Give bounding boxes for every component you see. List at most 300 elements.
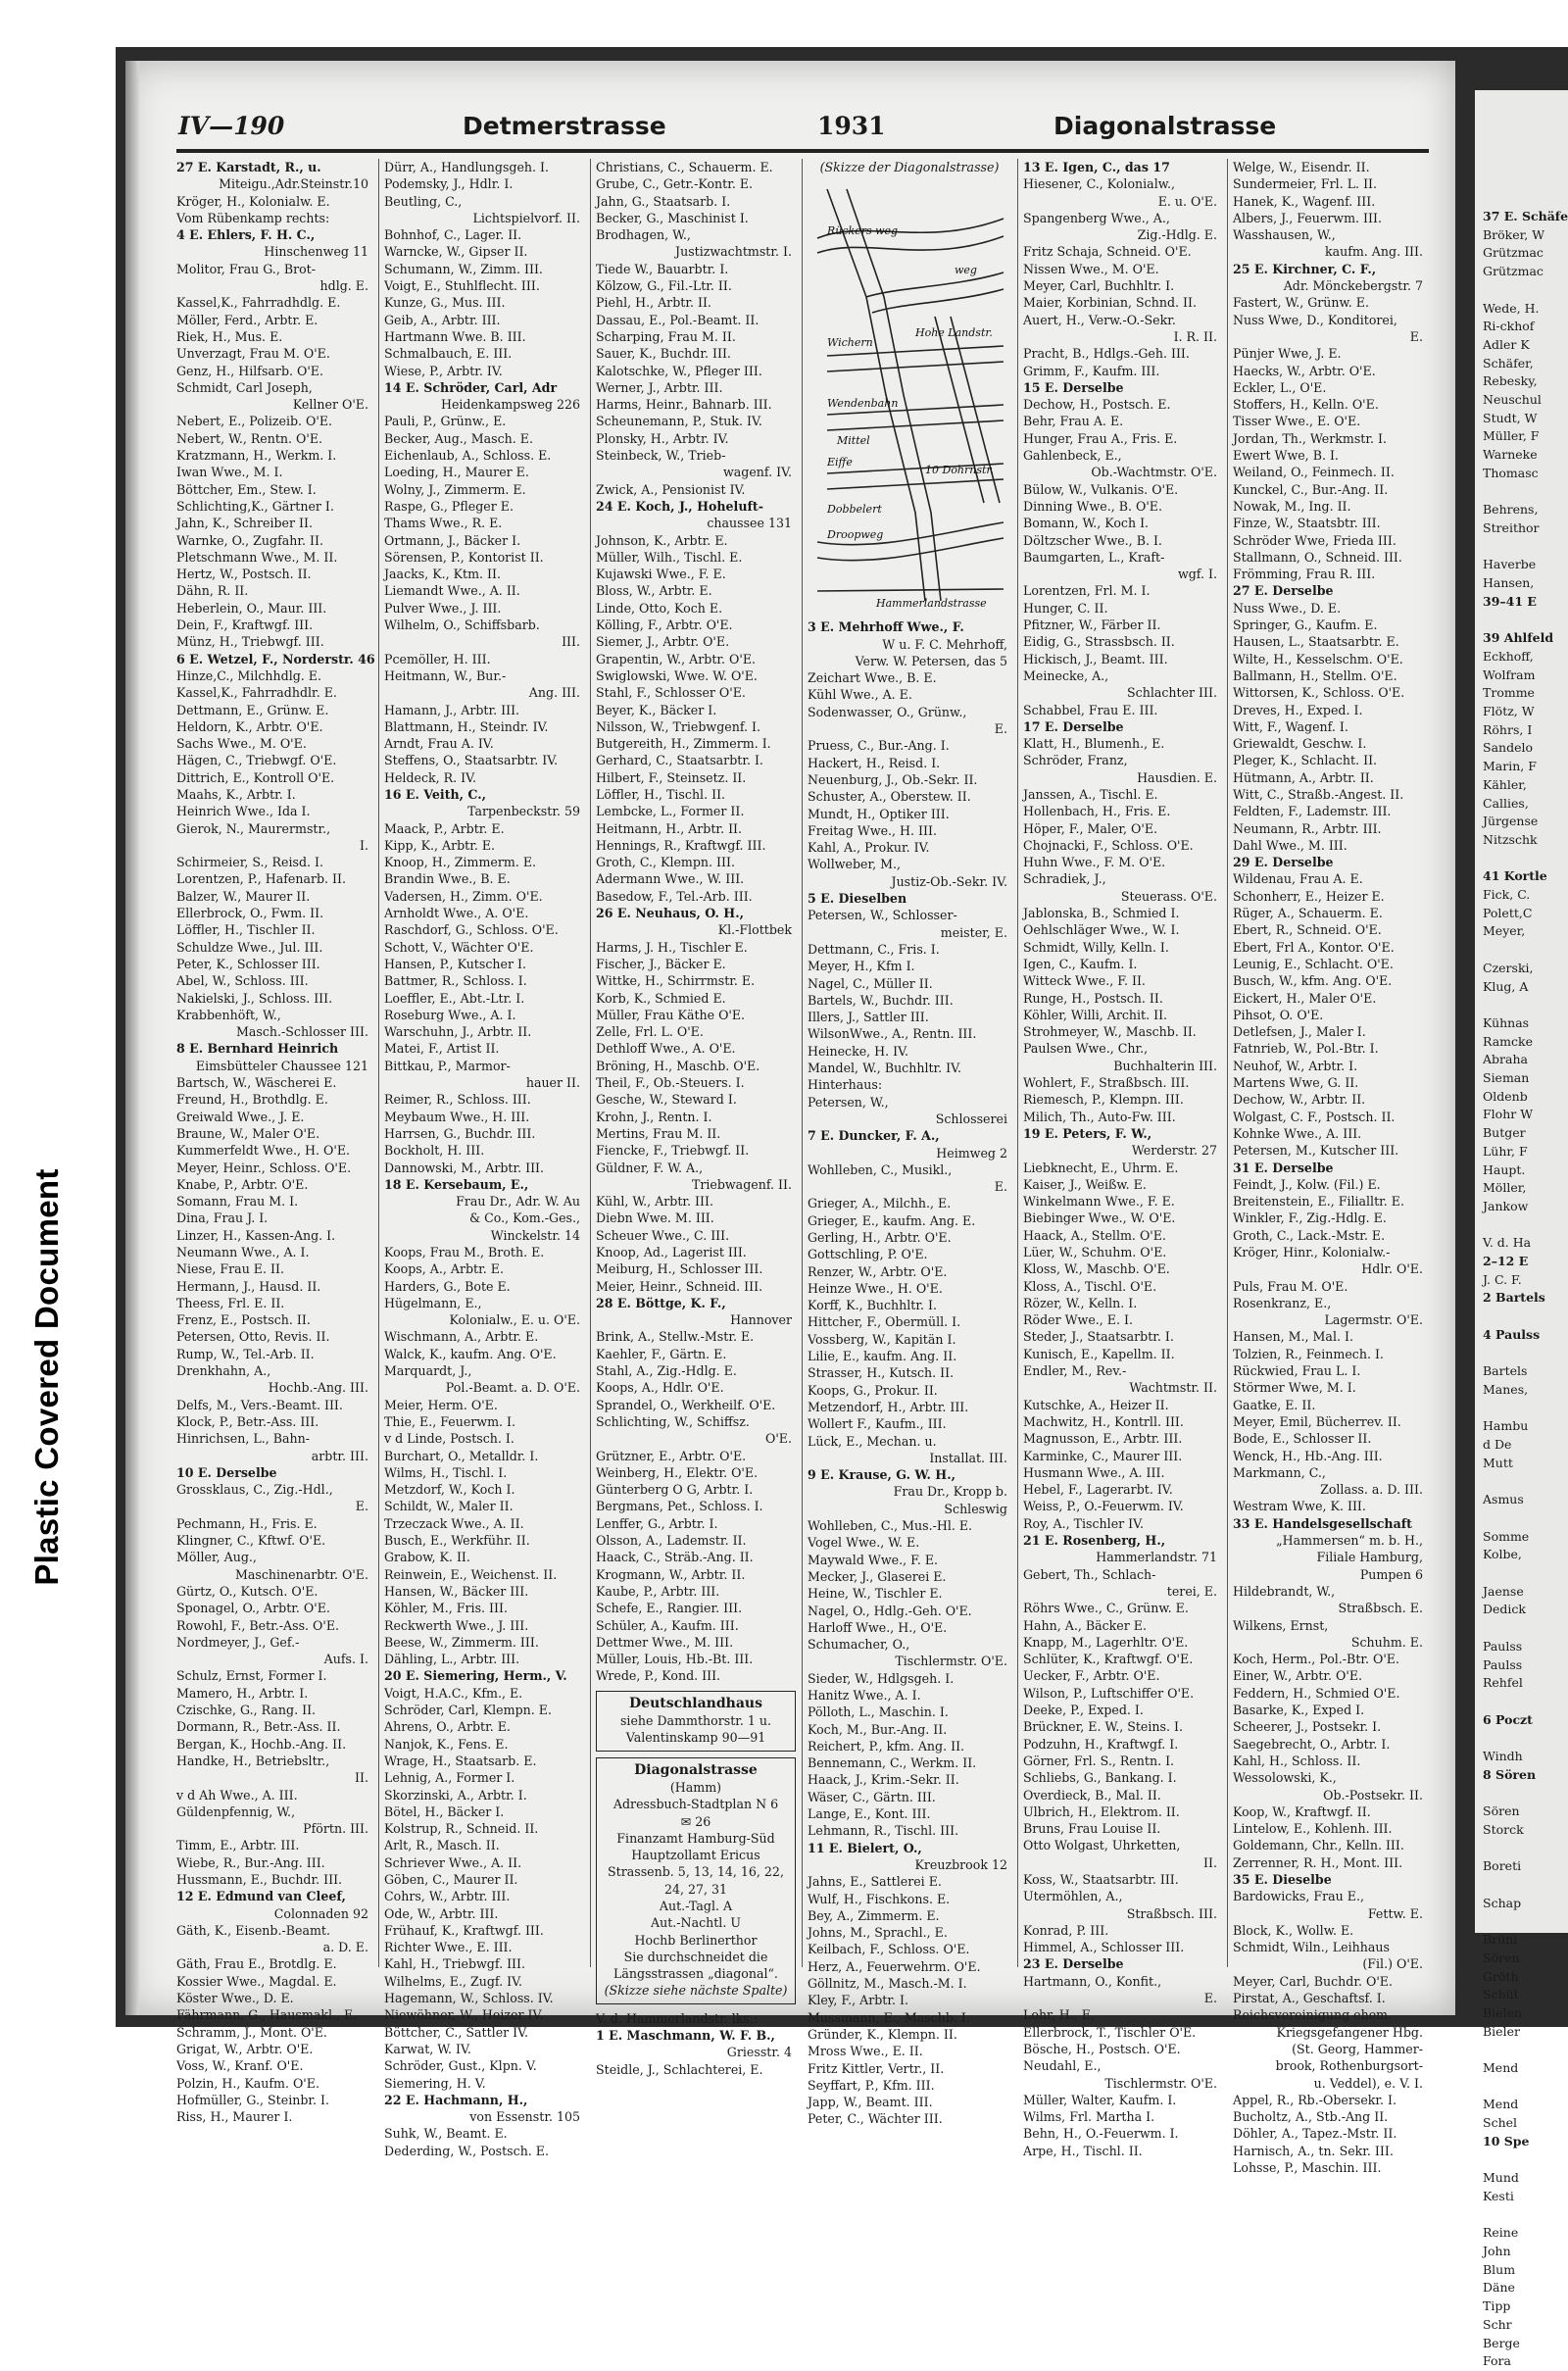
directory-entry: Wilhelms, E., Zugf. IV.: [384, 1973, 522, 1989]
directory-entry: Krohn, J., Rentn. I.: [596, 1109, 712, 1124]
directory-entry: Böttcher, Em., Stew. I.: [176, 481, 317, 497]
directory-entry: Otto Wolgast, Uhrketten,: [1023, 1838, 1181, 1853]
directory-entry: Keilbach, F., Schloss. O'E.: [808, 1942, 970, 1957]
adjacent-page-line: Rebesky,: [1483, 373, 1538, 389]
directory-entry: Döltzscher Wwe., B. I.: [1023, 532, 1162, 548]
directory-entry: Blattmann, H., Steindr. IV.: [384, 718, 549, 734]
directory-entry: Strasser, H., Kutsch. II.: [808, 1365, 955, 1381]
directory-entry: Werderstr. 27: [1131, 1143, 1217, 1159]
directory-entry: Hiesener, C., Kolonialw.,: [1023, 176, 1176, 192]
directory-entry: Hermann, J., Hausd. II.: [176, 1278, 321, 1294]
directory-entry: Buchhalterin III.: [1113, 1058, 1217, 1073]
directory-entry: Kreuzbrook 12: [914, 1856, 1007, 1872]
directory-entry: Trzeczack Wwe., A. II.: [384, 1515, 524, 1531]
directory-entry: Schliebs, G., Bankang. I.: [1023, 1770, 1177, 1786]
directory-entry: Feldten, F., Lademstr. III.: [1233, 804, 1392, 819]
directory-entry: u. Veddel), e. V. I.: [1313, 2075, 1423, 2091]
adjacent-page-line: [1475, 1564, 1568, 1583]
directory-entry: Pihsot, O. O'E.: [1233, 1007, 1324, 1022]
directory-entry: Frenz, E., Postsch. II.: [176, 1312, 311, 1328]
directory-entry: Güldner, F. W. A.,: [596, 1160, 704, 1175]
directory-entry: Kaiser, J., Weißw. E.: [1023, 1176, 1147, 1192]
directory-entry: Dettmann, C., Fris. I.: [808, 941, 940, 957]
directory-entry: Pförtn. III.: [303, 1821, 368, 1837]
directory-entry: Kummerfeldt Wwe., H. O'E.: [176, 1143, 351, 1159]
directory-entry: Behn, H., O.-Feuerwm. I.: [1023, 2126, 1179, 2142]
directory-entry: kaufm. Ang. III.: [1324, 244, 1423, 260]
directory-entry: Somann, Frau M. I.: [176, 1194, 299, 1210]
directory-entry: 21 E. Rosenberg, H.,: [1023, 1533, 1166, 1549]
directory-entry: Molitor, Frau G., Brot-: [176, 261, 316, 276]
directory-entry: Dürr, A., Handlungsgeh. I.: [384, 160, 550, 174]
adjacent-page-line: Blum: [1483, 2261, 1516, 2277]
directory-entry: Tarpenbeckstr. 59: [467, 804, 580, 819]
adjacent-page-line: Berge: [1483, 2335, 1520, 2350]
directory-entry: W u. F. C. Mehrhoff,: [882, 636, 1007, 652]
directory-entry: Lenffer, G., Arbtr. I.: [596, 1515, 718, 1531]
box-line: Valentinskamp 90—91: [625, 1730, 766, 1746]
directory-entry: Niewöhner, W., Heizer IV.: [384, 2007, 544, 2023]
directory-entry: (St. Georg, Hammer-: [1292, 2041, 1423, 2056]
directory-entry: Busch, W., kfm. Ang. O'E.: [1233, 973, 1393, 989]
directory-entry: Baumgarten, L., Kraft-: [1023, 549, 1165, 565]
document-cover-label: [18, 1103, 76, 1652]
directory-entry: 11 E. Bielert, O.,: [808, 1840, 922, 1855]
directory-entry: Endler, M., Rev.-: [1023, 1363, 1127, 1379]
directory-entry: 31 E. Derselbe: [1233, 1160, 1334, 1175]
directory-entry: Freund, H., Brothdlg. E.: [176, 1092, 328, 1108]
box-line: siehe Dammthorstr. 1 u.: [619, 1713, 772, 1729]
directory-entry: Hochb.-Ang. III.: [268, 1380, 368, 1396]
directory-entry: Kolonialw., E. u. O'E.: [449, 1312, 580, 1328]
directory-entry: Janssen, A., Tischl. E.: [1023, 786, 1158, 802]
directory-entry: Meier, Herm. O'E.: [384, 1397, 498, 1412]
adjacent-page-line: [1475, 996, 1568, 1014]
directory-entry: Schumann, W., Zimm. III.: [384, 261, 543, 276]
directory-entry: Welge, W., Eisendr. II.: [1233, 160, 1370, 174]
directory-entry: Störmer Wwe, M. I.: [1233, 1380, 1356, 1396]
directory-entry: Kaehler, F., Gärtn. E.: [596, 1346, 727, 1361]
directory-entry: Hdlr. O'E.: [1361, 1261, 1423, 1277]
directory-entry: Greiwald Wwe., J. E.: [176, 1109, 305, 1124]
adjacent-page-line: Adler K: [1483, 336, 1530, 352]
directory-entry: Freitag Wwe., H. III.: [808, 822, 937, 838]
directory-entry: Grube, C., Getr.-Kontr. E.: [596, 176, 754, 192]
diagonalstrasse-sketch-map: [808, 179, 1011, 611]
directory-entry: Koops, A., Arbtr. E.: [384, 1261, 504, 1277]
directory-entry: Lichtspielvorf. II.: [472, 210, 580, 225]
adjacent-page-line: Bieler: [1483, 2023, 1520, 2039]
directory-entry: Dederding, W., Postsch. E.: [384, 2143, 550, 2158]
directory-entry: Matei, F., Artist II.: [384, 1041, 500, 1057]
directory-entry: Wohlleben, C., Musikl.,: [808, 1161, 953, 1177]
directory-entry: Lange, E., Kont. III.: [808, 1806, 931, 1822]
directory-entry: Sprandel, O., Werkheilf. O'E.: [596, 1397, 776, 1412]
adjacent-page-line: 6 Poczt: [1483, 1711, 1533, 1727]
directory-entry: 23 E. Derselbe: [1023, 1956, 1124, 1972]
adjacent-page-line: Haverbe: [1483, 557, 1537, 572]
directory-entry: Petersen, M., Kutscher III.: [1233, 1143, 1399, 1159]
directory-entry: Heitmann, W., Bur.-: [384, 667, 507, 683]
directory-entry: Schröder, Franz,: [1023, 753, 1128, 768]
directory-entry: Kl.-Flottbek: [717, 922, 792, 938]
directory-entry: Dahl Wwe., M. III.: [1233, 837, 1348, 853]
directory-entry: Sörensen, P., Kontorist II.: [384, 549, 544, 565]
directory-entry: Fährmann, G., Hausmakl., E.: [176, 2007, 358, 2023]
adjacent-page-line: [1475, 1912, 1568, 1931]
directory-entry: Japp, W., Beamt. III.: [808, 2095, 933, 2110]
adjacent-page-line: Hambu: [1483, 1418, 1529, 1434]
directory-entry: Göben, C., Maurer II.: [384, 1871, 518, 1887]
directory-entry: Bucholtz, A., Stb.-Ang II.: [1233, 2109, 1389, 2125]
directory-entry: Herz, A., Feuerwehrm. O'E.: [808, 1958, 981, 1974]
directory-entry: Wolgast, C. F., Postsch. II.: [1233, 1109, 1396, 1124]
directory-entry: Mandel, W., Buchhltr. IV.: [808, 1061, 962, 1076]
header-rule: [176, 149, 1429, 153]
directory-entry: Theess, Frl. E. II.: [176, 1295, 285, 1310]
street-name-right: Diagonalstrasse: [1054, 112, 1277, 140]
directory-entry: Wessolowski, K.,: [1233, 1770, 1337, 1786]
directory-entry: Hügelmann, E.,: [384, 1295, 482, 1310]
directory-entry: Swiglowski, Wwe. W. O'E.: [596, 667, 758, 683]
directory-entry: Griesstr. 4: [726, 2045, 792, 2060]
directory-entry: Justizwachtmstr. I.: [675, 244, 792, 260]
adjacent-page-line: 39 Ahlfeld: [1483, 630, 1554, 646]
directory-entry: Dassau, E., Pol.-Beamt. II.: [596, 312, 760, 327]
adjacent-page-line: Gröth: [1483, 1968, 1519, 1984]
directory-entry: Lilie, E., kaufm. Ang. II.: [808, 1349, 957, 1364]
directory-entry: Illers, J., Sattler III.: [808, 1010, 929, 1025]
directory-entry: Schlachter III.: [1127, 685, 1217, 701]
map-label-eiffe: Eiffe: [827, 456, 853, 469]
adjacent-page-line: [1475, 1876, 1568, 1895]
directory-entry: Frau Dr., Adr. W. Au: [456, 1194, 580, 1210]
directory-entry: Dinning Wwe., B. O'E.: [1023, 498, 1162, 514]
directory-entry: Köhler, M., Fris. III.: [384, 1601, 508, 1616]
directory-entry: Hütmann, A., Arbtr. II.: [1233, 769, 1374, 785]
directory-entry: Knoop, Ad., Lagerist III.: [596, 1245, 747, 1260]
adjacent-page-line: d De: [1483, 1437, 1512, 1453]
directory-entry: Leunig, E., Schlacht. O'E.: [1233, 956, 1394, 971]
directory-entry: Kröger, Hinr., Kolonialw.-: [1233, 1245, 1391, 1260]
directory-entry: Koss, W., Staatsarbtr. III.: [1023, 1871, 1179, 1887]
directory-entry: Wollweber, M.,: [808, 857, 902, 872]
adjacent-page-line: 39–41 E: [1483, 593, 1537, 609]
directory-entry: Gaatke, E. II.: [1233, 1397, 1316, 1412]
hammerlandstrasse-road: [817, 589, 1004, 591]
directory-entry: Ballmann, H., Stellm. O'E.: [1233, 667, 1397, 683]
directory-entry: Wohlleben, C., Mus.-Hl. E.: [808, 1518, 973, 1534]
directory-entry: Harnisch, A., tn. Sekr. III.: [1233, 2143, 1394, 2158]
directory-entry: hauer II.: [525, 1075, 580, 1091]
directory-entry: Pleger, K., Schlacht. II.: [1233, 753, 1378, 768]
page-header: [176, 98, 1429, 167]
directory-entry: Schlichting, W., Schiffsz.: [596, 1413, 750, 1429]
directory-entry: Müller, Louis, Hb.-Bt. III.: [596, 1652, 754, 1667]
adjacent-page-line: Abraha: [1483, 1052, 1528, 1067]
adjacent-page-line: Klug, A: [1483, 978, 1529, 994]
directory-entry: brook, Rothenburgsort-: [1275, 2058, 1423, 2074]
directory-entry: Krogmann, W., Arbtr. II.: [596, 1566, 746, 1582]
box-line: Aut.-Nachtl. U: [651, 1915, 741, 1931]
directory-entry: Meyer, H., Kfm I.: [808, 959, 915, 974]
adjacent-page-line: Asmus: [1483, 1492, 1524, 1507]
directory-entry: Neudahl, E.,: [1023, 2058, 1102, 2074]
directory-entry: von Essenstr. 105: [469, 2109, 580, 2125]
directory-entry: Kratzmann, H., Werkm. I.: [176, 448, 337, 464]
adjacent-page-line: 2 Bartels: [1483, 1290, 1545, 1306]
directory-entry: Beese, W., Zimmerm. III.: [384, 1634, 539, 1650]
adjacent-page-line: Eckhoff,: [1483, 648, 1534, 664]
directory-entry: Basedow, F., Tel.-Arb. III.: [596, 888, 753, 904]
directory-entry: Röder Wwe., E. I.: [1023, 1312, 1133, 1328]
directory-entry: Schmidt, Carl Joseph,: [176, 379, 313, 395]
directory-entry: Wohlert, F., Straßbsch. III.: [1023, 1075, 1190, 1091]
directory-entry: Busch, E., Werkführ. II.: [384, 1533, 530, 1549]
directory-entry: Winkelmann Wwe., F. E.: [1023, 1194, 1175, 1210]
adjacent-page-line: Sören: [1483, 1803, 1520, 1819]
directory-entry: Bomann, W., Koch I.: [1023, 516, 1150, 531]
directory-entry: III.: [562, 634, 580, 650]
adjacent-page-line: [1475, 2151, 1568, 2170]
adjacent-page-line: Somme: [1483, 1528, 1530, 1544]
directory-entry: Handke, H., Betriebsltr.,: [176, 1753, 330, 1768]
adjacent-page-line: Röhrs, I: [1483, 721, 1533, 737]
directory-entry: Dettmann, E., Grünw. E.: [176, 702, 329, 717]
directory-entry: Petersen, Otto, Revis. II.: [176, 1329, 330, 1345]
adjacent-page-line: 4 Paulss: [1483, 1326, 1541, 1342]
directory-entry: Schleswig: [944, 1501, 1007, 1516]
directory-entry: Hammerlandstr. 71: [1096, 1550, 1217, 1565]
directory-entry: 17 E. Derselbe: [1023, 718, 1124, 734]
directory-entry: Gerling, H., Arbtr. O'E.: [808, 1229, 952, 1245]
directory-entry: Schriever Wwe., A. II.: [384, 1854, 522, 1870]
directory-entry: Tisser Wwe., E. O'E.: [1233, 414, 1361, 429]
directory-entry: 1 E. Maschmann, W. F. B.,: [596, 2028, 775, 2044]
directory-entry: Fastert, W., Grünw. E.: [1233, 295, 1369, 311]
directory-entry: Lohsse, P., Maschin. III.: [1233, 2160, 1382, 2176]
directory-entry: Biebinger Wwe., W. O'E.: [1023, 1210, 1176, 1226]
box-line: (Hamm): [669, 1779, 722, 1795]
directory-entry: Scheunemann, P., Stuk. IV.: [596, 414, 762, 429]
directory-entry: 14 E. Schröder, Carl, Adr: [384, 379, 558, 395]
adjacent-page-line: Grützmac: [1483, 245, 1544, 261]
directory-entry: Roseburg Wwe., A. I.: [384, 1007, 516, 1022]
directory-entry: Pirstat, A., Geschaftsf. I.: [1233, 1991, 1386, 2006]
directory-entry: Kloss, A., Tischl. O'E.: [1023, 1278, 1157, 1294]
directory-entry: Witteck Wwe., F. II.: [1023, 973, 1146, 989]
directory-entry: Günterberg O G, Arbtr. I.: [596, 1482, 754, 1498]
directory-entry: Schirmeier, S., Reisd. I.: [176, 855, 324, 870]
adjacent-page-line: Paulss: [1483, 1638, 1523, 1654]
directory-entry: Gäth, K., Eisenb.-Beamt.: [176, 1922, 330, 1938]
directory-entry: Liemandt Wwe., A. II.: [384, 583, 520, 599]
directory-entry: Kriegsgefangener Hbg.: [1276, 2024, 1423, 2040]
adjacent-page-line: Schel: [1483, 2115, 1518, 2131]
directory-entry: Finze, W., Staatsbtr. III.: [1233, 516, 1381, 531]
directory-entry: Appel, R., Rb.-Obersekr. I.: [1233, 2092, 1397, 2107]
directory-entry: Kröger, H., Kolonialw. E.: [176, 193, 330, 209]
adjacent-page-line: Mutt: [1483, 1455, 1513, 1470]
adjacent-page-line: [1475, 1345, 1568, 1363]
directory-entry: Suhk, W., Beamt. E.: [384, 2126, 508, 2142]
directory-entry: Warnke, O., Zugfahr. II.: [176, 532, 323, 548]
directory-entry: Kalotschke, W., Pfleger III.: [596, 363, 762, 378]
column-3: [596, 159, 796, 2077]
directory-entry: Weinberg, H., Elektr. O'E.: [596, 1464, 759, 1480]
adjacent-page-line: Boreti: [1483, 1858, 1522, 1874]
map-label-weg: weg: [955, 264, 977, 277]
directory-entry: Spangenberg Wwe., A.,: [1023, 210, 1170, 225]
column-5: [1023, 159, 1221, 2158]
directory-entry: Adr. Mönckebergstr. 7: [1283, 278, 1423, 294]
directory-entry: Gürtz, O., Kutsch. O'E.: [176, 1583, 318, 1599]
directory-entry: Schuster, A., Oberstew. II.: [808, 789, 971, 805]
adjacent-page-line: [1475, 1400, 1568, 1418]
directory-entry: WilsonWwe., A., Rentn. III.: [808, 1026, 977, 1042]
directory-entry: 27 E. Karstadt, R., u.: [176, 160, 321, 174]
directory-entry: Dechow, H., Postsch. E.: [1023, 397, 1171, 413]
directory-entry: Wittorsen, K., Schloss. O'E.: [1233, 685, 1405, 701]
directory-entry: Straßbsch. E.: [1338, 1601, 1423, 1616]
directory-entry: Reinwein, E., Weichenst. II.: [384, 1566, 558, 1582]
directory-entry: Polzin, H., Kaufm. O'E.: [176, 2075, 319, 2091]
directory-entry: Göllnitz, M., Masch.-M. I.: [808, 1976, 967, 1992]
directory-entry: Tiede W., Bauarbtr. I.: [596, 261, 729, 276]
directory-entry: Dannowski, M., Arbtr. III.: [384, 1160, 545, 1175]
adjacent-page-line: Storck: [1483, 1821, 1524, 1837]
directory-entry: wagenf. IV.: [722, 465, 792, 480]
directory-entry: Pechmann, H., Fris. E.: [176, 1515, 318, 1531]
directory-entry: Filiale Hamburg,: [1316, 1550, 1423, 1565]
directory-entry: Lintelow, E., Kohlenh. III.: [1233, 1821, 1393, 1837]
directory-entry: Olsson, A., Lademstr. II.: [596, 1533, 747, 1549]
directory-entry: Meyer, Heinr., Schloss. O'E.: [176, 1160, 352, 1175]
directory-entry: Vossberg, W., Kapitän I.: [808, 1331, 956, 1347]
adjacent-page-line: Ri-ckhof: [1483, 319, 1535, 334]
directory-entry: Wachtmstr. II.: [1129, 1380, 1217, 1396]
directory-entry: 20 E. Siemering, Herm., V.: [384, 1668, 567, 1684]
adjacent-page-line: 2–12 E: [1483, 1254, 1529, 1269]
directory-entry: Maack, P., Arbtr. E.: [384, 820, 505, 836]
directory-entry: Knabe, P., Arbtr. O'E.: [176, 1176, 309, 1192]
directory-entry: Hansen, M., Mal. I.: [1233, 1329, 1353, 1345]
directory-entry: Harders, G., Bote E.: [384, 1278, 511, 1294]
directory-entry: Petersen, W., Schlosser-: [808, 908, 957, 923]
adjacent-page-line: Callies,: [1483, 795, 1529, 811]
directory-entry: arbtr. III.: [311, 1448, 368, 1463]
directory-entry: Schlüter, K., Kraftwgf. O'E.: [1023, 1652, 1194, 1667]
directory-entry: Tischlermstr. O'E.: [1104, 2075, 1217, 2091]
adjacent-page-line: Kesti: [1483, 2188, 1514, 2203]
directory-entry: Hansen, W., Bäcker III.: [384, 1583, 529, 1599]
directory-entry: Wilson, P., Luftschiffer O'E.: [1023, 1685, 1195, 1701]
directory-entry: Pruess, C., Bur.-Ang. I.: [808, 738, 950, 754]
adjacent-page-line: Polett,C: [1483, 905, 1533, 920]
directory-entry: Heimweg 2: [936, 1145, 1007, 1161]
directory-entry: Utermöhlen, A.,: [1023, 1889, 1123, 1904]
directory-entry: Magnusson, E., Arbtr. III.: [1023, 1431, 1183, 1447]
directory-entry: Pletschmann Wwe., M. II.: [176, 549, 338, 565]
adjacent-page-line: Tipp: [1483, 2298, 1511, 2314]
directory-entry: Vogel Wwe., W. E.: [808, 1535, 920, 1551]
directory-entry: Drenkhahn, A.,: [176, 1363, 271, 1379]
directory-entry: Wäser, C., Gärtn. III.: [808, 1789, 936, 1804]
adjacent-page-line: [1475, 2041, 1568, 2059]
adjacent-page-line: V. d. Ha: [1483, 1235, 1532, 1251]
directory-entry: Müller, Walter, Kaufm. I.: [1023, 2092, 1177, 2107]
directory-entry: Dethloff Wwe., A. O'E.: [596, 1041, 736, 1057]
directory-entry: Wilte, H., Kesselschm. O'E.: [1233, 651, 1403, 667]
directory-entry: Groth, C., Lack.-Mstr. E.: [1233, 1227, 1386, 1243]
directory-entry: Dähn, R. II.: [176, 583, 249, 599]
directory-entry: Ebert, R., Schneid. O'E.: [1233, 922, 1382, 938]
directory-entry: Brink, A., Stellw.-Mstr. E.: [596, 1329, 755, 1345]
adjacent-page: [1475, 90, 1568, 2369]
directory-entry: Becker, Aug., Masch. E.: [384, 430, 533, 446]
diagonalstrasse-info-box: [596, 1757, 796, 2004]
directory-entry: Warschuhn, J., Arbtr. II.: [384, 1024, 532, 1040]
directory-entry: Bittkau, P., Marmor-: [384, 1058, 511, 1073]
directory-entry: Bruns, Frau Louise II.: [1023, 1821, 1161, 1837]
directory-entry: Kahl, H., Triebwgf. III.: [384, 1956, 526, 1972]
adjacent-page-line: [1475, 850, 1568, 868]
directory-entry: Maahs, K., Arbtr. I.: [176, 786, 296, 802]
directory-entry: Chojnacki, F., Schloss. O'E.: [1023, 837, 1194, 853]
directory-entry: Petersen, W.,: [808, 1094, 889, 1110]
directory-entry: O'E.: [765, 1431, 792, 1447]
directory-entry: Einer, W., Arbtr. O'E.: [1233, 1668, 1363, 1684]
directory-entry: Scheerer, J., Postsekr. I.: [1233, 1719, 1382, 1735]
directory-entry: Cohrs, W., Arbtr. III.: [384, 1889, 511, 1904]
directory-entry: Hunger, C. II.: [1023, 600, 1108, 616]
directory-entry: Schumacher, O.,: [808, 1637, 910, 1653]
directory-entry: Gründer, K., Klempn. II.: [808, 2026, 957, 2042]
directory-entry: Nanjok, K., Fens. E.: [384, 1736, 509, 1752]
adjacent-page-line: Schäfer,: [1483, 355, 1534, 370]
directory-entry: Mecker, J., Glaserei E.: [808, 1568, 947, 1584]
directory-entry: Koop, W., Kraftwgf. II.: [1233, 1803, 1371, 1819]
directory-entry: Gierok, N., Maurermstr.,: [176, 820, 331, 836]
directory-entry: Loeding, H., Maurer E.: [384, 465, 529, 480]
adjacent-page-line: Butger: [1483, 1125, 1526, 1141]
directory-entry: Jordan, Th., Werkmstr. I.: [1233, 430, 1387, 446]
directory-entry: Heinrich Wwe., Ida I.: [176, 804, 311, 819]
adjacent-page-line: Ramcke: [1483, 1033, 1533, 1049]
directory-entry: Köhler, Willi, Archit. II.: [1023, 1007, 1168, 1022]
directory-entry: Nuss Wwe, D., Konditorei,: [1233, 312, 1397, 327]
directory-entry: terei, E.: [1166, 1583, 1217, 1599]
directory-entry: Beyer, K., Bäcker I.: [596, 702, 717, 717]
directory-entry: 15 E. Derselbe: [1023, 379, 1124, 395]
column-4-lines: [808, 618, 1011, 2127]
directory-entry: Installat. III.: [929, 1450, 1007, 1465]
directory-entry: Neuhof, W., Arbtr. I.: [1233, 1058, 1358, 1073]
adjacent-page-line: Jankow: [1483, 1198, 1529, 1213]
directory-entry: Meiburg, H., Schlosser III.: [596, 1261, 763, 1277]
directory-entry: I.: [360, 837, 368, 853]
directory-entry: Hansen, P., Kutscher I.: [384, 956, 526, 971]
directory-entry: Weiss, P., O.-Feuerwm. IV.: [1023, 1499, 1184, 1514]
adjacent-page-line: Fick, C.: [1483, 887, 1531, 903]
directory-entry: E. u. O'E.: [1157, 193, 1217, 209]
directory-entry: Podzuhn, H., Kraftwgf. I.: [1023, 1736, 1179, 1752]
directory-entry: Kahl, H., Schloss. II.: [1233, 1753, 1361, 1768]
directory-entry: Voss, W., Kranf. O'E.: [176, 2058, 304, 2074]
directory-entry: Koops, G., Prokur. II.: [808, 1382, 938, 1398]
directory-entry: Ellerbrock, T., Tischler O'E.: [1023, 2024, 1197, 2040]
directory-entry: Renzer, W., Arbtr. O'E.: [808, 1263, 948, 1279]
